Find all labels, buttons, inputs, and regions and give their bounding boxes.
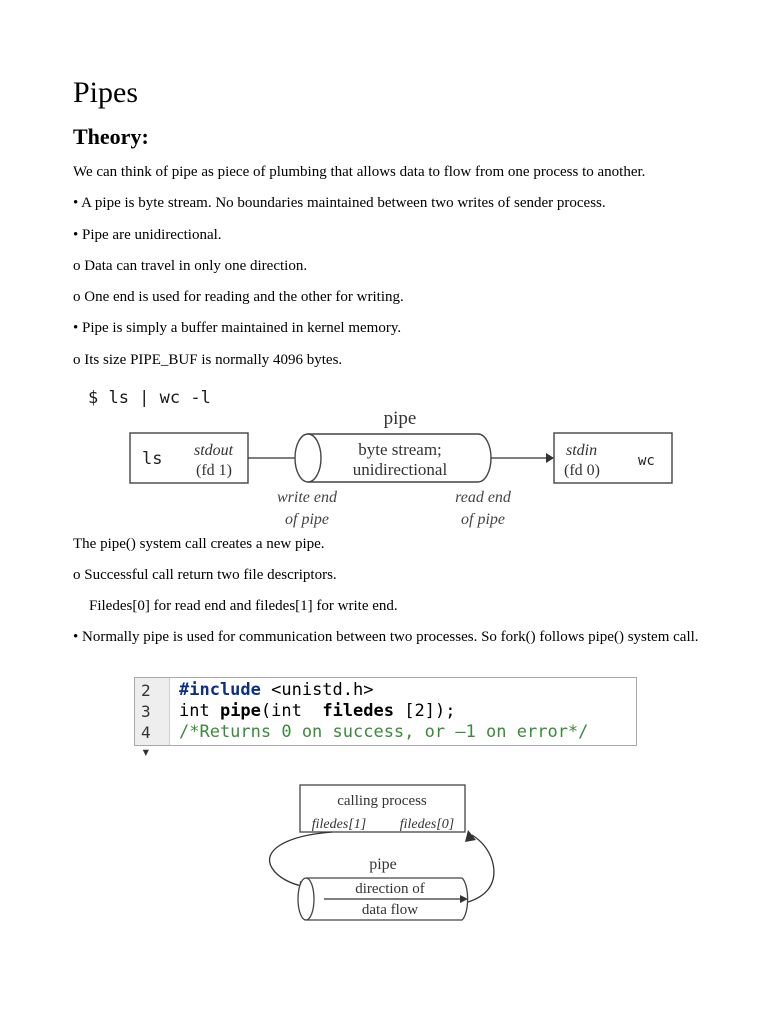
direction-line2: data flow bbox=[361, 902, 419, 918]
args-close: ]); bbox=[424, 701, 456, 721]
section-heading: Theory: bbox=[73, 124, 149, 149]
read-loop-arrow bbox=[468, 835, 494, 902]
code-line-prototype bbox=[179, 701, 455, 721]
write-end-label-2: of pipe bbox=[285, 511, 329, 528]
write-end-label-1: write end bbox=[277, 489, 337, 506]
pipe-label-2: pipe bbox=[369, 856, 397, 873]
line-number: 4 ▾ bbox=[141, 723, 151, 761]
fd0-label: (fd 0) bbox=[564, 462, 600, 479]
line-number: 2 bbox=[141, 681, 151, 700]
paragraph-intro: We can think of pipe as piece of plumbing that allows data to flow from one process to another. bbox=[73, 164, 646, 180]
wc-label: wc bbox=[638, 453, 655, 469]
paragraph-pipe-call: The pipe() system call creates a new pipe. bbox=[73, 536, 325, 552]
code-line-include bbox=[179, 680, 373, 700]
pipe-diagram bbox=[80, 383, 690, 533]
code-snippet bbox=[134, 677, 637, 761]
page-title: Pipes bbox=[73, 76, 139, 109]
pipe-end-ellipse bbox=[295, 434, 321, 482]
code-line-comment: /*Returns 0 on success, or –1 on error*/ bbox=[179, 722, 589, 742]
sub-bullet-descriptors: o Successful call return two file descriptors. bbox=[73, 567, 337, 583]
bullet-unidirectional: • Pipe are unidirectional. bbox=[73, 227, 222, 243]
calling-process-label: calling process bbox=[337, 793, 427, 809]
sub-bullet-ends: o One end is used for reading and the other for writing. bbox=[73, 289, 404, 305]
read-end-label-1: read end bbox=[455, 489, 511, 506]
include-header: <unistd.h> bbox=[260, 680, 374, 700]
stdout-label: stdout bbox=[194, 442, 234, 459]
stdin-label: stdin bbox=[566, 442, 598, 459]
pipe-label: pipe bbox=[383, 408, 417, 429]
param-name: filedes bbox=[322, 701, 394, 721]
pipe-text-line1: byte stream; bbox=[358, 440, 442, 459]
direction-line1: direction of bbox=[355, 881, 425, 897]
args-open: (int bbox=[260, 701, 323, 721]
read-end-label-2: of pipe bbox=[461, 511, 505, 528]
filedes-note: Filedes[0] for read end and filedes[1] for write end. bbox=[89, 598, 398, 614]
args-bracket: [ bbox=[393, 701, 415, 721]
calling-process-diagram bbox=[262, 780, 512, 930]
bullet-byte-stream: • A pipe is byte stream. No boundaries maintained between two writes of sender process. bbox=[73, 195, 606, 211]
sub-bullet-size: o Its size PIPE_BUF is normally 4096 bytes. bbox=[73, 352, 343, 368]
sub-bullet-one-direction: o Data can travel in only one direction. bbox=[73, 258, 308, 274]
bullet-buffer: • Pipe is simply a buffer maintained in kernel memory. bbox=[73, 320, 402, 336]
pipe-end-ellipse-2 bbox=[298, 878, 314, 920]
line-number-gutter bbox=[135, 678, 170, 761]
line-number: 3 bbox=[141, 702, 151, 721]
command-text: $ ls | wc -l bbox=[88, 388, 211, 408]
filedes0-label: filedes[0] bbox=[399, 817, 455, 832]
pipe-text-line2: unidirectional bbox=[352, 460, 448, 479]
read-arrowhead bbox=[546, 453, 554, 463]
return-type: int bbox=[179, 701, 210, 721]
filedes1-label: filedes[1] bbox=[311, 817, 367, 832]
data-flow-arrowhead bbox=[460, 895, 468, 903]
bullet-fork: • Normally pipe is used for communication between two processes. So fork() follows pipe() system call. bbox=[73, 629, 699, 645]
fd1-label: (fd 1) bbox=[196, 462, 232, 479]
ls-label: ls bbox=[142, 449, 163, 469]
include-directive: #include bbox=[179, 680, 261, 700]
function-name: pipe bbox=[209, 701, 261, 721]
array-size: 2 bbox=[414, 701, 425, 721]
